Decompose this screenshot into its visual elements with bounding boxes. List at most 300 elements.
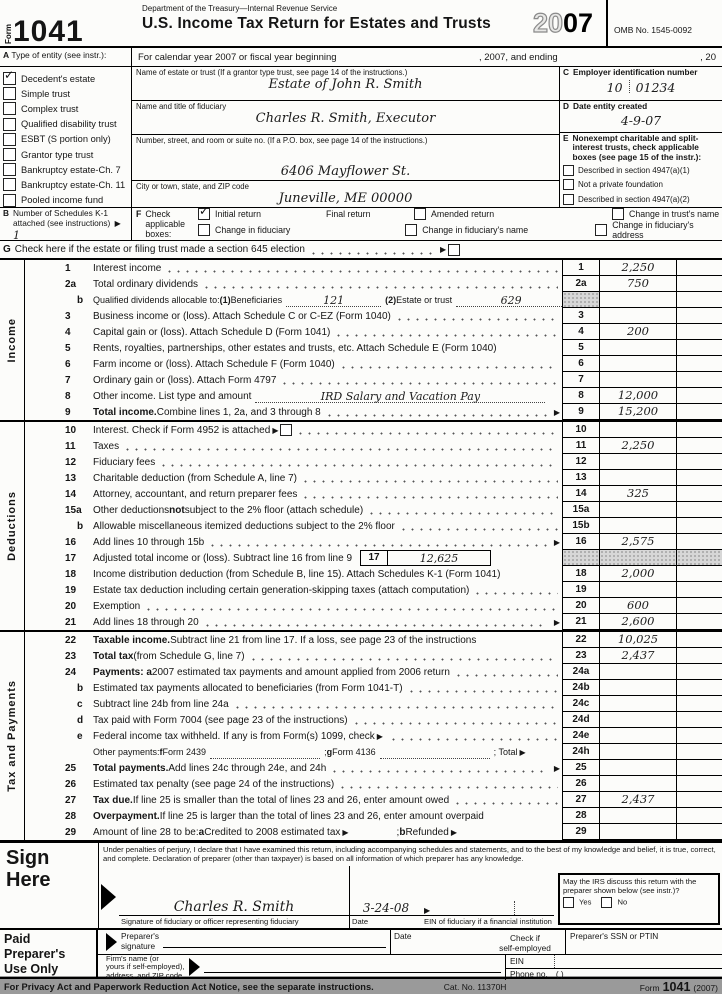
schedules-k1-text: Number of Schedules K-1 attached (see instructions) ▶ 1 <box>13 208 121 242</box>
line-right-cells <box>562 550 722 566</box>
firm-ein-field[interactable]: EIN <box>506 955 722 969</box>
line-cents-cell[interactable] <box>676 744 722 760</box>
line-number-label: b <box>77 682 84 694</box>
line-number-cell: 20 <box>562 598 600 614</box>
street-address-value[interactable]: 6406 Mayflower St. <box>280 164 411 179</box>
line-cents-cell[interactable] <box>676 824 722 840</box>
line-right-cells <box>562 728 722 744</box>
section-f-checkboxes <box>198 208 722 240</box>
entity-checkbox[interactable] <box>3 178 16 191</box>
line-cents-cell[interactable] <box>676 438 722 454</box>
line-right-cells <box>562 824 722 840</box>
nonexempt-option-label: Not a private foundation <box>578 180 663 190</box>
line-cents-cell[interactable] <box>676 696 722 712</box>
line-text <box>93 744 562 760</box>
line-cents-cell[interactable] <box>676 308 722 324</box>
preparer-ssn-field[interactable]: Preparer's SSN or PTIN <box>565 930 722 954</box>
line-amount-value: 750 <box>627 276 649 290</box>
line-number-cell: 29 <box>562 824 600 840</box>
f-checkbox[interactable] <box>198 224 210 236</box>
line-right-cells <box>562 454 722 470</box>
inline-amount-box <box>360 550 491 566</box>
line-cents-cell[interactable] <box>676 648 722 664</box>
line-text-part: If line 25 is smaller than the total of lines 23 and 26, enter amount owed <box>132 794 450 806</box>
line-number-label: 15a <box>65 504 82 516</box>
nonexempt-checkbox[interactable] <box>563 179 574 190</box>
nonexempt-checkbox[interactable] <box>563 165 574 176</box>
line-cents-cell[interactable] <box>676 808 722 824</box>
line-amount-cell[interactable] <box>600 388 676 404</box>
line-amount-cell[interactable] <box>600 680 676 696</box>
entity-checkbox[interactable] <box>3 118 16 131</box>
line-number-label: 26 <box>65 778 77 790</box>
line-number-cell: 13 <box>562 470 600 486</box>
line-text-part: Ordinary gain or (loss). Attach Form 4797 <box>93 374 277 386</box>
line-19 <box>25 582 722 598</box>
nonexempt-checkbox[interactable] <box>563 194 574 205</box>
dotted-leaders <box>325 412 548 417</box>
city-state-zip-value[interactable]: Juneville, ME 00000 <box>278 191 413 206</box>
estate-name-value[interactable]: Estate of John R. Smith <box>268 77 423 92</box>
line-cents-cell[interactable] <box>676 260 722 276</box>
f-checkbox[interactable] <box>595 224 607 236</box>
line-number-cell: 12 <box>562 454 600 470</box>
entity-option <box>3 177 131 192</box>
estate-name-field <box>132 67 559 101</box>
line-amount-cell[interactable] <box>600 696 676 712</box>
nonexempt-option-label: Described in section 4947(a)(2) <box>578 194 690 204</box>
section-rows-income <box>25 260 722 420</box>
line-amount-cell[interactable] <box>600 502 676 518</box>
line-b <box>25 292 722 308</box>
ein-divider <box>629 80 630 93</box>
right-arrow-icon: ▶ <box>553 617 560 627</box>
line-text-bold: Payments: a <box>93 666 152 678</box>
entity-type-options <box>0 67 132 207</box>
line-24a <box>25 664 722 680</box>
line-right-cells <box>562 324 722 340</box>
right-arrow-icon: ▶ <box>376 731 383 741</box>
line-number-cell: 15a <box>562 502 600 518</box>
line-amount-cell[interactable] <box>600 614 676 630</box>
line-text-part: 2007 estimated tax payments and amount applied from 2006 return <box>151 666 450 678</box>
right-arrow-icon: ▶ <box>553 537 560 547</box>
line-cents-cell[interactable] <box>676 470 722 486</box>
fill-in-value: IRD Salary and Vacation Pay <box>320 390 481 403</box>
section-645-checkbox[interactable] <box>448 244 460 256</box>
line-15b <box>25 518 722 534</box>
line-number-cell: 10 <box>562 422 600 438</box>
dotted-leaders <box>159 462 558 467</box>
entity-option <box>3 147 131 162</box>
line-amount-cell[interactable] <box>600 404 676 420</box>
line-text <box>93 404 562 420</box>
signature-date-block <box>349 866 422 928</box>
dotted-leaders <box>339 364 558 369</box>
line-text <box>93 260 562 276</box>
line-text <box>93 372 562 388</box>
line-cents-cell[interactable] <box>676 566 722 582</box>
f-option-label: Change in fiduciary's address <box>612 220 694 240</box>
line-cents-cell[interactable] <box>676 534 722 550</box>
line-text <box>93 760 562 776</box>
paid-preparer-section <box>0 928 722 980</box>
line-text <box>93 518 562 534</box>
preparer-date-field[interactable]: Date <box>390 930 485 954</box>
f-option <box>326 209 414 219</box>
line-checkbox[interactable] <box>280 424 292 436</box>
entity-option <box>3 71 131 86</box>
line-right-cells <box>562 470 722 486</box>
line-amount-cell[interactable] <box>600 664 676 680</box>
line-text <box>93 582 562 598</box>
line-text <box>93 534 562 550</box>
fill-in-field[interactable] <box>255 389 545 403</box>
inline-amount-value[interactable]: 12,625 <box>419 551 459 565</box>
line-number-cell: 18 <box>562 566 600 582</box>
line-number-cell: 22 <box>562 632 600 648</box>
line-amount-cell[interactable] <box>600 534 676 550</box>
line-text-part: Rents, royalties, partnerships, other estates and trusts, etc. Attach Schedule E (Form 1040) <box>93 342 497 354</box>
firm-phone-field[interactable]: Phone no. ( ) <box>510 969 564 980</box>
discuss-no-checkbox[interactable] <box>601 897 612 908</box>
line-number-label: 28 <box>65 810 77 822</box>
line-7 <box>25 372 722 388</box>
section-g-letter: G <box>3 244 11 255</box>
signature-arrow-icon <box>101 884 116 910</box>
line-text <box>93 454 562 470</box>
entity-checkbox[interactable] <box>3 148 16 161</box>
line-amount-cell[interactable] <box>600 744 676 760</box>
line-24d <box>25 712 722 728</box>
line-amount-cell[interactable] <box>600 808 676 824</box>
tax-year <box>520 0 606 46</box>
line-cents-cell[interactable] <box>676 632 722 648</box>
schedules-k1-value[interactable]: 1 <box>13 228 20 242</box>
dotted-leaders <box>123 446 558 451</box>
paid-preparer-main <box>96 930 722 980</box>
fill-in-field[interactable] <box>210 745 320 759</box>
dotted-leaders <box>399 526 558 531</box>
line-text <box>93 438 562 454</box>
line-amount-cell[interactable] <box>600 582 676 598</box>
irs-discuss-text: May the IRS discuss this return with the preparer shown below (see instr.)? <box>563 877 697 896</box>
line-28 <box>25 808 722 824</box>
line-right-cells <box>562 712 722 728</box>
line-text-part: Farm income or (loss). Attach Schedule F (Form 1040) <box>93 358 335 370</box>
line-text-part: (from Schedule G, line 7) <box>133 650 245 662</box>
line-text-bold: (2) <box>385 295 397 305</box>
line-amount-cell[interactable] <box>600 422 676 438</box>
section-b-letter: B <box>3 208 9 218</box>
line-cents-cell[interactable] <box>676 502 722 518</box>
line-cents-cell[interactable] <box>676 356 722 372</box>
line-number-cell: 14 <box>562 486 600 502</box>
line-right-cells <box>562 632 722 648</box>
line-number-cell: 24a <box>562 664 600 680</box>
line-amount-value: 600 <box>627 598 649 612</box>
dotted-leaders <box>296 430 558 435</box>
line-cents-cell[interactable] <box>676 550 722 566</box>
line-amount-cell[interactable] <box>600 648 676 664</box>
firm-ein-phone-column <box>505 955 722 980</box>
line-1 <box>25 260 722 276</box>
line-text-part: Form 4136 <box>332 747 376 757</box>
signature-caption: Signature of fiduciary or officer representing fiduciary <box>121 917 299 926</box>
date-created-value[interactable]: 4-9-07 <box>620 113 662 129</box>
line-text <box>93 388 562 404</box>
line-amount-value: 10,025 <box>617 632 659 646</box>
line-number-label: b <box>77 294 84 306</box>
line-3 <box>25 308 722 324</box>
line-amount-value: 15,200 <box>617 404 659 418</box>
line-amount-cell[interactable] <box>600 486 676 502</box>
line-number-cell: 15b <box>562 518 600 534</box>
line-text-bold: Total tax <box>93 650 134 662</box>
fill-in-field[interactable] <box>456 293 566 307</box>
line-text <box>93 550 562 566</box>
line-cents-cell[interactable] <box>676 324 722 340</box>
right-arrow-icon: ▶ <box>553 763 560 773</box>
paid-preparer-label: Paid Preparer's Use Only <box>4 932 66 976</box>
signature-date-value[interactable]: 3-24-08 <box>350 901 422 916</box>
line-cents-cell[interactable] <box>676 404 722 420</box>
line-text <box>93 324 562 340</box>
section-e-letter: E <box>563 132 569 143</box>
line-21 <box>25 614 722 630</box>
line-amount-cell[interactable] <box>600 550 676 566</box>
fiduciary-signature-value[interactable]: Charles R. Smith <box>119 899 349 916</box>
line-number-cell: 19 <box>562 582 600 598</box>
line-amount-cell[interactable] <box>600 792 676 808</box>
line-number-cell: 27 <box>562 792 600 808</box>
dotted-leaders <box>338 784 558 789</box>
line-text <box>93 598 562 614</box>
line-18 <box>25 566 722 582</box>
dotted-leaders <box>473 590 558 595</box>
line-cents-cell[interactable] <box>676 582 722 598</box>
entity-checkbox[interactable] <box>3 72 16 85</box>
f-option <box>198 208 326 220</box>
line-amount-cell[interactable] <box>600 324 676 340</box>
line-text-part: Add lines 24c through 24e, and 24h <box>168 762 327 774</box>
line-right-cells <box>562 372 722 388</box>
fill-in-field[interactable] <box>380 745 490 759</box>
line-text-part: Other deductions <box>93 504 170 516</box>
right-arrow-icon: ▶ <box>424 906 431 915</box>
line-amount-cell[interactable] <box>600 776 676 792</box>
f-checkbox[interactable] <box>405 224 417 236</box>
entity-option-label: Complex trust <box>21 103 79 114</box>
tax-year-outline: 20 <box>532 7 563 38</box>
line-text-part: Income distribution deduction (from Schedule B, line 15). Attach Schedules K-1 (Form 1041) <box>93 568 501 580</box>
line-text <box>93 276 562 292</box>
line-text-part: ; <box>324 747 327 757</box>
line-amount-cell[interactable] <box>600 356 676 372</box>
line-cents-cell[interactable] <box>676 680 722 696</box>
row-entity-calendar <box>0 48 722 67</box>
fiduciary-label: Name and title of fiduciary <box>136 102 227 112</box>
line-amount-cell[interactable] <box>600 598 676 614</box>
line-amount-value: 2,575 <box>621 534 655 548</box>
line-5 <box>25 340 722 356</box>
info-band <box>0 67 722 207</box>
preparer-signature-line[interactable] <box>163 935 386 948</box>
fill-in-field[interactable] <box>286 293 381 307</box>
line-text <box>93 712 562 728</box>
line-number-label: 13 <box>65 472 77 484</box>
calendar-text-1: For calendar year 2007 or fiscal year beginning <box>138 51 337 63</box>
line-text-bold: Overpayment. <box>93 810 160 822</box>
line-text-part: Federal income tax withheld. If any is from Form(s) 1099, check <box>93 730 375 742</box>
dotted-leaders <box>330 768 548 773</box>
line-17 <box>25 550 722 566</box>
line-number-cell: 24b <box>562 680 600 696</box>
dotted-leaders <box>352 720 558 725</box>
line-cents-cell[interactable] <box>676 292 722 308</box>
line-text <box>93 422 562 438</box>
line-cents-cell[interactable] <box>676 486 722 502</box>
f-checkbox[interactable] <box>612 208 624 220</box>
line-amount-value: 200 <box>627 324 649 338</box>
dotted-leaders <box>280 380 558 385</box>
line-9 <box>25 404 722 420</box>
line-cents-cell[interactable] <box>676 792 722 808</box>
line-text-part: Estimated tax payments allocated to beneficiaries (from Form 1041-T) <box>93 682 403 694</box>
line-cents-cell[interactable] <box>676 728 722 744</box>
line-text <box>93 470 562 486</box>
f-checkbox[interactable] <box>414 208 426 220</box>
row-b-f <box>0 207 722 240</box>
line-amount-cell[interactable] <box>600 340 676 356</box>
line-text-part: Fiduciary fees <box>93 456 156 468</box>
line-cents-cell[interactable] <box>676 372 722 388</box>
nonexempt-option <box>563 164 719 178</box>
line-text <box>93 632 562 648</box>
line-cents-cell[interactable] <box>676 712 722 728</box>
irs-discuss-box <box>558 873 720 925</box>
line-number-label: 29 <box>65 826 77 838</box>
line-text-part: Add lines 10 through 15b <box>93 536 205 548</box>
line-text-part: ; <box>396 826 400 838</box>
f-checkbox[interactable] <box>198 208 210 220</box>
entity-checkbox[interactable] <box>3 163 16 176</box>
preparer-sig-arrow-icon <box>106 933 117 951</box>
line-text-part: Attorney, accountant, and return preparer fees <box>93 488 298 500</box>
line-right-cells <box>562 598 722 614</box>
dotted-leaders <box>334 332 558 337</box>
entity-checkbox[interactable] <box>3 133 16 146</box>
line-text-bold: g <box>326 747 333 757</box>
line-cents-cell[interactable] <box>676 614 722 630</box>
line-text-part: Business income or (loss). Attach Schedule C or C-EZ (Form 1040) <box>93 310 391 322</box>
discuss-no-option: No <box>601 897 627 908</box>
line-cents-cell[interactable] <box>676 422 722 438</box>
line-amount-cell[interactable] <box>600 372 676 388</box>
line-text-bold: Total payments. <box>93 762 169 774</box>
fiduciary-value[interactable]: Charles R. Smith, Executor <box>255 111 436 127</box>
line-text-part: Estate or trust <box>396 295 453 305</box>
line-amount-cell[interactable] <box>600 518 676 534</box>
entity-checkbox[interactable] <box>3 87 16 100</box>
entity-checkbox[interactable] <box>3 102 16 115</box>
line-cents-cell[interactable] <box>676 776 722 792</box>
line-amount-cell[interactable] <box>600 760 676 776</box>
line-25 <box>25 760 722 776</box>
entity-option-label: Decedent's estate <box>21 73 96 84</box>
line-text <box>93 356 562 372</box>
line-amount-cell[interactable] <box>600 276 676 292</box>
line-number-cell: 7 <box>562 372 600 388</box>
line-cents-cell[interactable] <box>676 760 722 776</box>
line-text <box>93 776 562 792</box>
entity-checkbox[interactable] <box>3 194 16 207</box>
line-text-part: Allowable miscellaneous itemized deductions subject to the 2% floor <box>93 520 395 532</box>
line-cents-cell[interactable] <box>676 518 722 534</box>
fiduciary-field <box>132 101 559 135</box>
line-cents-cell[interactable] <box>676 388 722 404</box>
line-amount-cell[interactable] <box>600 454 676 470</box>
line-8 <box>25 388 722 404</box>
entity-option-label: Pooled income fund <box>21 195 104 206</box>
line-text <box>93 648 562 664</box>
line-12 <box>25 454 722 470</box>
line-amount-cell[interactable] <box>600 292 676 308</box>
dotted-leaders <box>233 704 558 709</box>
line-text-part: Interest income <box>93 262 162 274</box>
line-text-bold: b <box>399 826 406 838</box>
nonexempt-option <box>563 193 719 207</box>
nonexempt-options <box>563 164 719 207</box>
f-option <box>405 224 595 236</box>
line-amount-cell[interactable] <box>600 308 676 324</box>
section-rows-tax-and-payments <box>25 632 722 840</box>
line-amount-cell[interactable] <box>600 438 676 454</box>
line-cents-cell[interactable] <box>676 664 722 680</box>
ein-value[interactable]: 10 01234 <box>606 79 676 95</box>
line-right-cells <box>562 388 722 404</box>
line-cents-cell[interactable] <box>676 454 722 470</box>
line-text-part: Charitable deduction (from Schedule A, line 7) <box>93 472 298 484</box>
line-amount-cell[interactable] <box>600 728 676 744</box>
agency-line: Department of the Treasury—Internal Revenue Service <box>142 4 338 13</box>
line-amount-cell[interactable] <box>600 632 676 648</box>
line-number-label: 21 <box>65 616 77 628</box>
dotted-leaders <box>367 510 558 515</box>
signature-date-caption: Date <box>352 917 369 926</box>
line-cents-cell[interactable] <box>676 276 722 292</box>
line-4 <box>25 324 722 340</box>
line-amount-cell[interactable] <box>600 260 676 276</box>
line-amount-cell[interactable] <box>600 470 676 486</box>
line-number-label: 22 <box>65 634 77 646</box>
line-amount-cell[interactable] <box>600 566 676 582</box>
line-amount-cell[interactable] <box>600 824 676 840</box>
fill-in-value: 629 <box>500 294 522 307</box>
firm-name-line[interactable] <box>204 962 502 973</box>
line-number-cell: 24h <box>562 744 600 760</box>
line-amount-cell[interactable] <box>600 712 676 728</box>
city-state-zip-field <box>132 181 559 207</box>
line-cents-cell[interactable] <box>676 340 722 356</box>
line-text-bold: Taxable income. <box>93 634 171 646</box>
line-cents-cell[interactable] <box>676 598 722 614</box>
section-label-tax-and-payments: Tax and Payments <box>6 680 18 792</box>
f-option <box>595 220 722 240</box>
discuss-yes-checkbox[interactable] <box>563 897 574 908</box>
line-number-label: 6 <box>65 358 71 370</box>
tax-year-solid: 07 <box>563 7 594 38</box>
